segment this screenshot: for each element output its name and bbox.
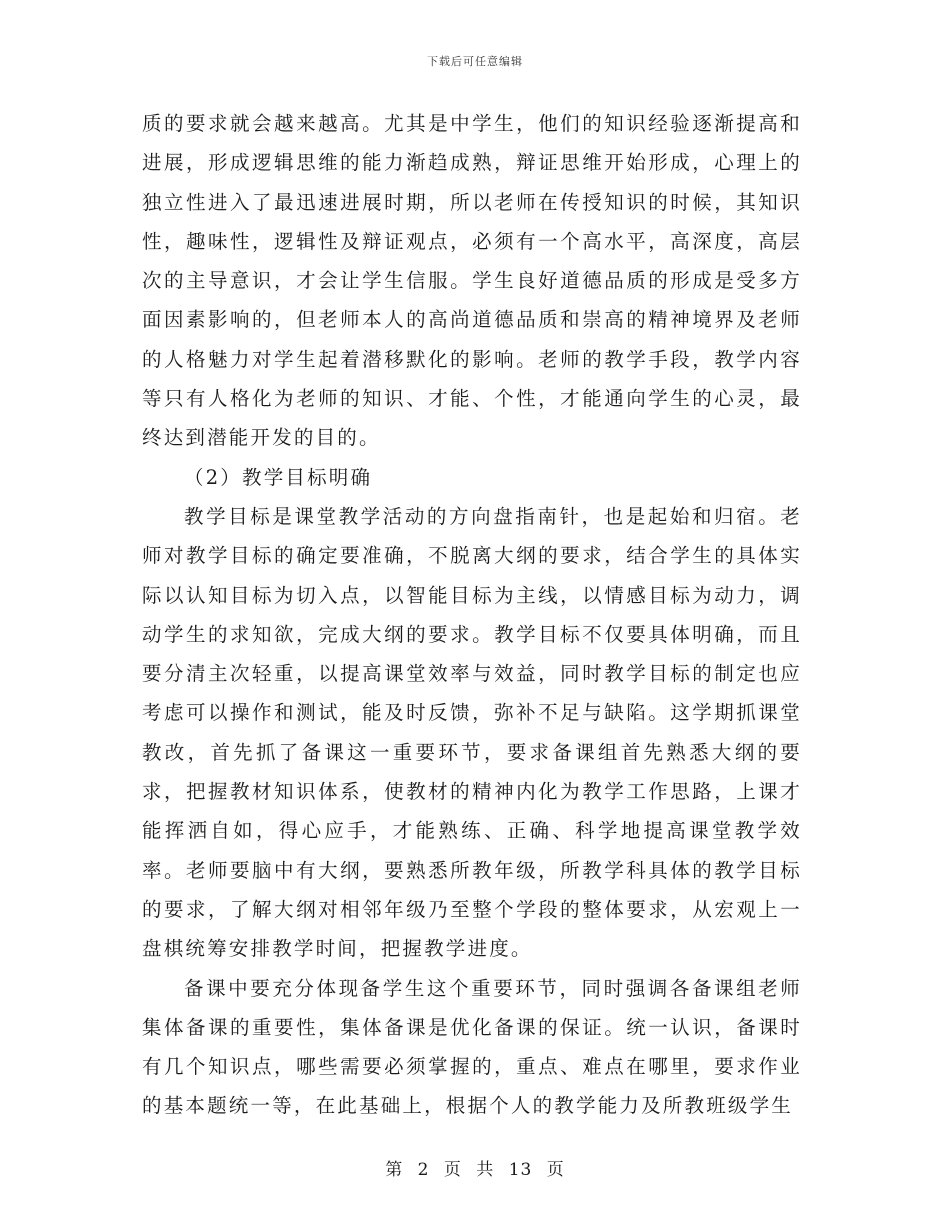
footer-label-page: 第: [385, 1160, 404, 1180]
footer-page-number: 2: [417, 1160, 430, 1180]
section-heading: （2）教学目标明确: [184, 465, 373, 489]
page-footer: [0, 1155, 950, 1180]
document-body: [142, 104, 802, 1126]
footer-label-total: 共: [476, 1160, 495, 1180]
paragraph-3: 备课中要充分体现备学生这个重要环节，同时强调各备课组老师集体备课的重要性，集体备课是优化备课的保证。统一认识，备课时有几个知识点，哪些需要必须掌握的，重点、难点在哪里，要求作业的基本题统一等，在此基础上，根据个人的教学能力及所教班级学生: [142, 976, 802, 1118]
paragraph-2: 教学目标是课堂教学活动的方向盘指南针，也是起始和归宿。老师对教学目标的确定要准确，不脱离大纲的要求，结合学生的具体实际以认知目标为切入点，以智能目标为主线，以情感目标为动力，调动学生的求知欲，完成大纲的要求。教学目标不仅要具体明确，而且要分清主次轻重，以提高课堂效率与效益，同时教学目标的制定也应考虑可以操作和测试，能及时反馈，弥补不足与缺陷。这学期抓课堂教改，首先抓了备课这一重要环节，要求备课组首先熟悉大纲的要求，把握教材知识体系，使教材的精神内化为教学工作思路，上课才能挥洒自如，得心应手，才能熟练、正确、科学地提高课堂教学效率。老师要脑中有大纲，要熟悉所教年级，所教学科具体的教学目标的要求，了解大纲对相邻年级乃至整个学段的整体要求，从宏观上一盘棋统筹安排教学时间，把握教学进度。: [142, 504, 802, 961]
footer-total-pages: 13: [508, 1160, 533, 1180]
footer-label-unit: 页: [443, 1160, 462, 1180]
page-header: [0, 53, 950, 69]
header-text: 下载后可任意编辑: [427, 55, 523, 68]
footer-label-unit-end: 页: [546, 1160, 565, 1180]
paragraph-1: 质的要求就会越来越高。尤其是中学生，他们的知识经验逐渐提高和进展，形成逻辑思维的能力渐趋成熟，辩证思维开始形成，心理上的独立性进入了最迅速进展时期，所以老师在传授知识的时候，其知识性，趣味性，逻辑性及辩证观点，必须有一个高水平，高深度，高层次的主导意识，才会让学生信服。学生良好道德品质的形成是受多方面因素影响的，但老师本人的高尚道德品质和崇高的精神境界及老师的人格魅力对学生起着潜移默化的影响。老师的教学手段，教学内容等只有人格化为老师的知识、才能、个性，才能通向学生的心灵，最终达到潜能开发的目的。: [142, 112, 802, 450]
